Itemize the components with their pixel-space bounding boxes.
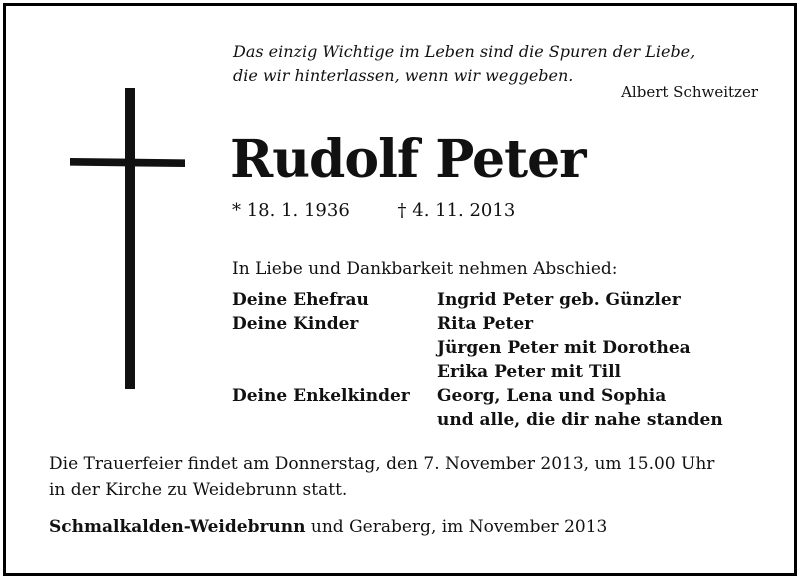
- mourner-relation: [232, 360, 437, 384]
- mourner-names: Georg, Lena und Sophia: [437, 386, 667, 406]
- mourners-list: [232, 288, 723, 432]
- mourner-row: [232, 336, 723, 360]
- mourner-row: [232, 360, 723, 384]
- mourner-names: Rita Peter: [437, 314, 534, 334]
- mourner-relation: Deine Kinder: [232, 314, 359, 334]
- cross-vertical-bar: [125, 88, 135, 389]
- mourner-relation: Deine Ehefrau: [232, 290, 369, 310]
- quote-author: Albert Schweitzer: [621, 83, 758, 101]
- quote-line-2: die wir hinterlassen, wenn wir weggeben.: [233, 66, 574, 85]
- death-date: † 4. 11. 2013: [397, 200, 516, 221]
- quote: [233, 40, 773, 88]
- mourner-names: und alle, die dir nahe standen: [437, 410, 723, 430]
- place-rest: und Geraberg, im November 2013: [305, 517, 608, 537]
- place-town: Schmalkalden-Weidebrunn: [49, 517, 306, 537]
- funeral-service-info: [49, 451, 714, 503]
- farewell-intro: In Liebe und Dankbarkeit nehmen Abschied:: [232, 259, 618, 279]
- mourner-relation: [232, 336, 437, 360]
- deceased-name: Rudolf Peter: [230, 129, 586, 190]
- obituary-notice: [3, 3, 797, 576]
- mourner-row: [232, 408, 723, 432]
- life-dates: [232, 200, 515, 221]
- ceremony-line-2: in der Kirche zu Weidebrunn statt.: [49, 480, 348, 500]
- mourner-names: Jürgen Peter mit Dorothea: [437, 338, 691, 358]
- quote-line-1: Das einzig Wichtige im Leben sind die Spuren der Liebe,: [233, 42, 696, 61]
- mourner-names: Ingrid Peter geb. Günzler: [437, 290, 681, 310]
- mourner-names: Erika Peter mit Till: [437, 362, 622, 382]
- place-and-date: [49, 517, 607, 537]
- birth-date: * 18. 1. 1936: [232, 200, 350, 221]
- mourner-row: [232, 288, 723, 312]
- cross-horizontal-bar: [70, 158, 185, 167]
- mourner-row: [232, 312, 723, 336]
- ceremony-line-1: Die Trauerfeier findet am Donnerstag, den 7. November 2013, um 15.00 Uhr: [49, 454, 715, 474]
- mourner-relation: [232, 408, 437, 432]
- mourner-relation: Deine Enkelkinder: [232, 386, 410, 406]
- mourner-row: [232, 384, 723, 408]
